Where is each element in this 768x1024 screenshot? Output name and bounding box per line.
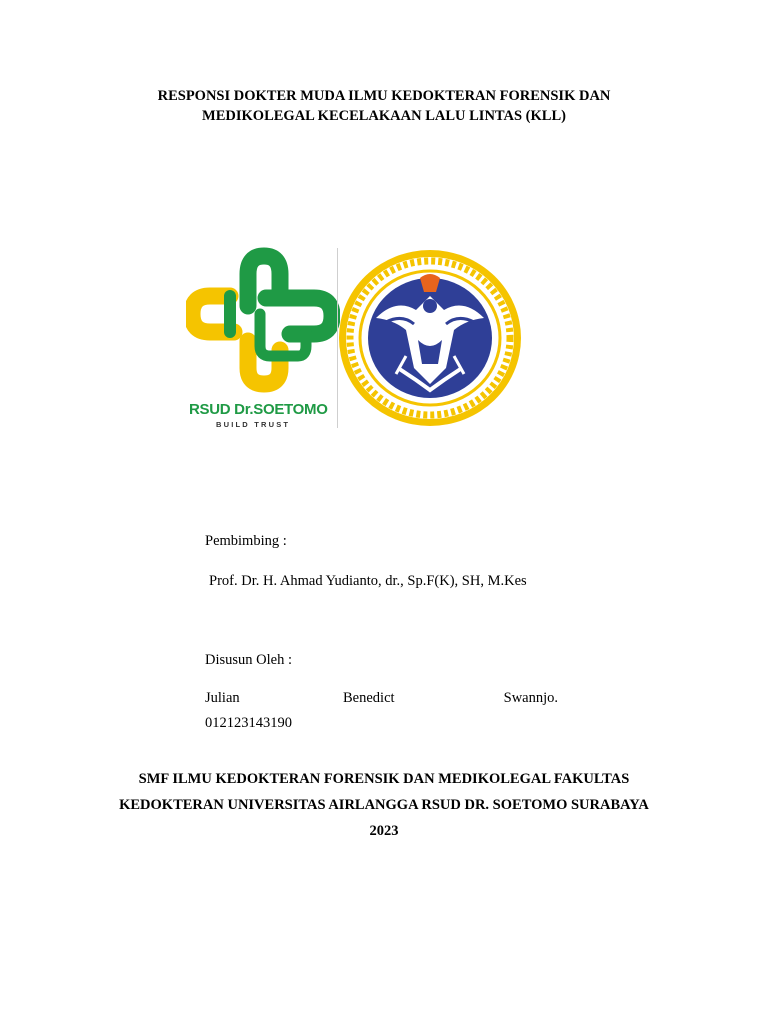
supervisor-name: Prof. Dr. H. Ahmad Yudianto, dr., Sp.F(K), SH, M.Kes (209, 573, 527, 589)
author-label: Disusun Oleh : (205, 652, 292, 668)
supervisor-label: Pembimbing : (205, 533, 287, 549)
document-title (0, 86, 768, 126)
author-student-id: 012123143190 (205, 715, 292, 731)
footer-line-1: SMF ILMU KEDOKTERAN FORENSIK DAN MEDIKOLEGAL FAKULTAS (138, 771, 630, 787)
rsud-soetomo-logo (186, 246, 340, 432)
rsud-name: RSUD Dr.SOETOMO (189, 401, 328, 418)
logo-banner (186, 246, 526, 432)
title-line-2: MEDIKOLEGAL KECELAKAAN LALU LINTAS (KLL) (202, 108, 566, 124)
author-last-name: Swannjo. (503, 690, 558, 706)
rsud-tagline: BUILD TRUST (216, 420, 291, 429)
rsud-emblem-icon (186, 246, 340, 402)
footer-line-2: KEDOKTERAN UNIVERSITAS AIRLANGGA RSUD DR. SOETOMO SURABAYA (119, 797, 649, 813)
footer-year: 2023 (369, 823, 399, 839)
author-first-name: Julian (205, 690, 240, 706)
author-middle-name: Benedict (343, 690, 395, 706)
title-line-1: RESPONSI DOKTER MUDA ILMU KEDOKTERAN FORENSIK DAN (157, 88, 611, 104)
unair-seal-icon (336, 248, 524, 428)
institution-footer (0, 766, 768, 844)
